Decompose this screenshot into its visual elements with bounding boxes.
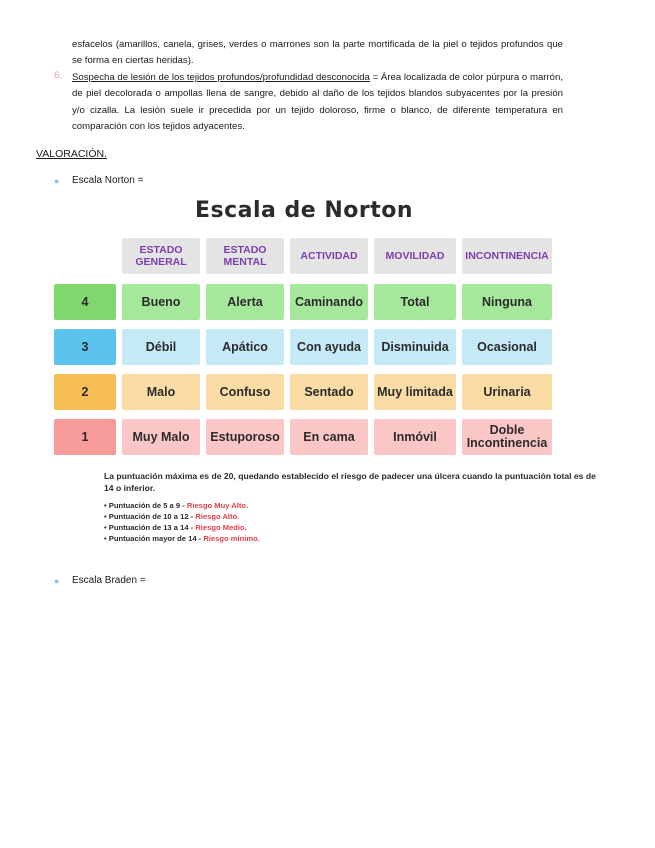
bullet-icon: • [104, 501, 109, 510]
risk-label: Riesgo mínimo. [203, 534, 260, 543]
separator: - [180, 501, 187, 510]
separator: - [188, 523, 196, 532]
table-cell: Débil [122, 329, 200, 365]
risk-label: Riesgo Alto. [195, 512, 240, 521]
table-cell: Ninguna [462, 284, 552, 320]
bullet-braden: Escala Braden = [72, 575, 146, 586]
table-cell: Muy Malo [122, 419, 200, 455]
norton-note: La puntuación máxima es de 20, quedando establecido el riesgo de padecer una úlcera cuando la puntuación total es de 14 o inferior. [104, 471, 596, 493]
table-cell: Sentado [290, 374, 368, 410]
header-estado-mental: ESTADO MENTAL [206, 238, 284, 274]
norton-scale-figure [48, 194, 596, 550]
risk-level-item [104, 534, 260, 543]
table-cell: Muy limitada [374, 374, 456, 410]
bullet-icon: • [104, 512, 109, 521]
risk-label: Riesgo Muy Alto. [186, 501, 249, 510]
table-cell: En cama [290, 419, 368, 455]
bullet-icon: • [104, 534, 109, 543]
separator: - [188, 512, 196, 521]
risk-range: Puntuación de 10 a 12 [108, 512, 189, 521]
item-6-text: = Área localizada de color púrpura o marrón, de piel decolorada o ampollas llena de sangre, debido al daño de los tejidos blandos subyacentes por la presión y/o cizalla. La lesión suele ir precedida por un tejido doloroso, firme o blanco, de diferente temperatura en comparación con los tejidos adyacentes. [72, 72, 564, 133]
table-cell: Total [374, 284, 456, 320]
score-cell: 4 [54, 284, 116, 320]
risk-range: Puntuación de 5 a 9 [108, 501, 181, 510]
header-movilidad: MOVILIDAD [374, 238, 456, 274]
header-actividad: ACTIVIDAD [290, 238, 368, 274]
table-cell: Ocasional [462, 329, 552, 365]
item-6-number: 6. [54, 70, 63, 81]
risk-label: Riesgo Medio. [195, 523, 247, 532]
table-cell: Apático [206, 329, 284, 365]
intro-paragraph: esfacelos (amarillos, canela, grises, verdes o marrones son la parte mortificada de la piel o tejidos profundos que se forma en ciertas heridas). [72, 39, 563, 67]
bullet-dot-icon: ● [54, 576, 60, 586]
table-cell: Disminuida [374, 329, 456, 365]
table-cell: Con ayuda [290, 329, 368, 365]
risk-range: Puntuación mayor de 14 [108, 534, 197, 543]
table-cell: Alerta [206, 284, 284, 320]
table-cell: Caminando [290, 284, 368, 320]
risk-level-item [104, 501, 248, 510]
table-cell: Estuporoso [206, 419, 284, 455]
table-cell: Doble Incontinencia [462, 419, 552, 455]
table-cell: Bueno [122, 284, 200, 320]
score-cell: 2 [54, 374, 116, 410]
separator: - [196, 534, 204, 543]
bullet-icon: • [104, 523, 109, 532]
score-cell: 3 [54, 329, 116, 365]
score-cell: 1 [54, 419, 116, 455]
bullet-norton: Escala Norton = [72, 175, 144, 186]
table-cell: Malo [122, 374, 200, 410]
item-6-title: Sospecha de lesión de los tejidos profundos/profundidad desconocida [72, 72, 370, 83]
table-cell: Inmóvil [374, 419, 456, 455]
header-estado-general: ESTADO GENERAL [122, 238, 200, 274]
item-6-paragraph [72, 70, 563, 136]
bullet-dot-icon: ● [54, 176, 60, 186]
norton-title: Escala de Norton [194, 198, 414, 223]
risk-range: Puntuación de 13 a 14 [108, 523, 189, 532]
table-cell: Confuso [206, 374, 284, 410]
risk-level-item [104, 512, 239, 521]
header-incontinencia: INCONTINENCIA [462, 238, 552, 274]
section-title: VALORACIÓN. [36, 148, 107, 160]
table-cell: Urinaria [462, 374, 552, 410]
risk-level-item [104, 523, 247, 532]
